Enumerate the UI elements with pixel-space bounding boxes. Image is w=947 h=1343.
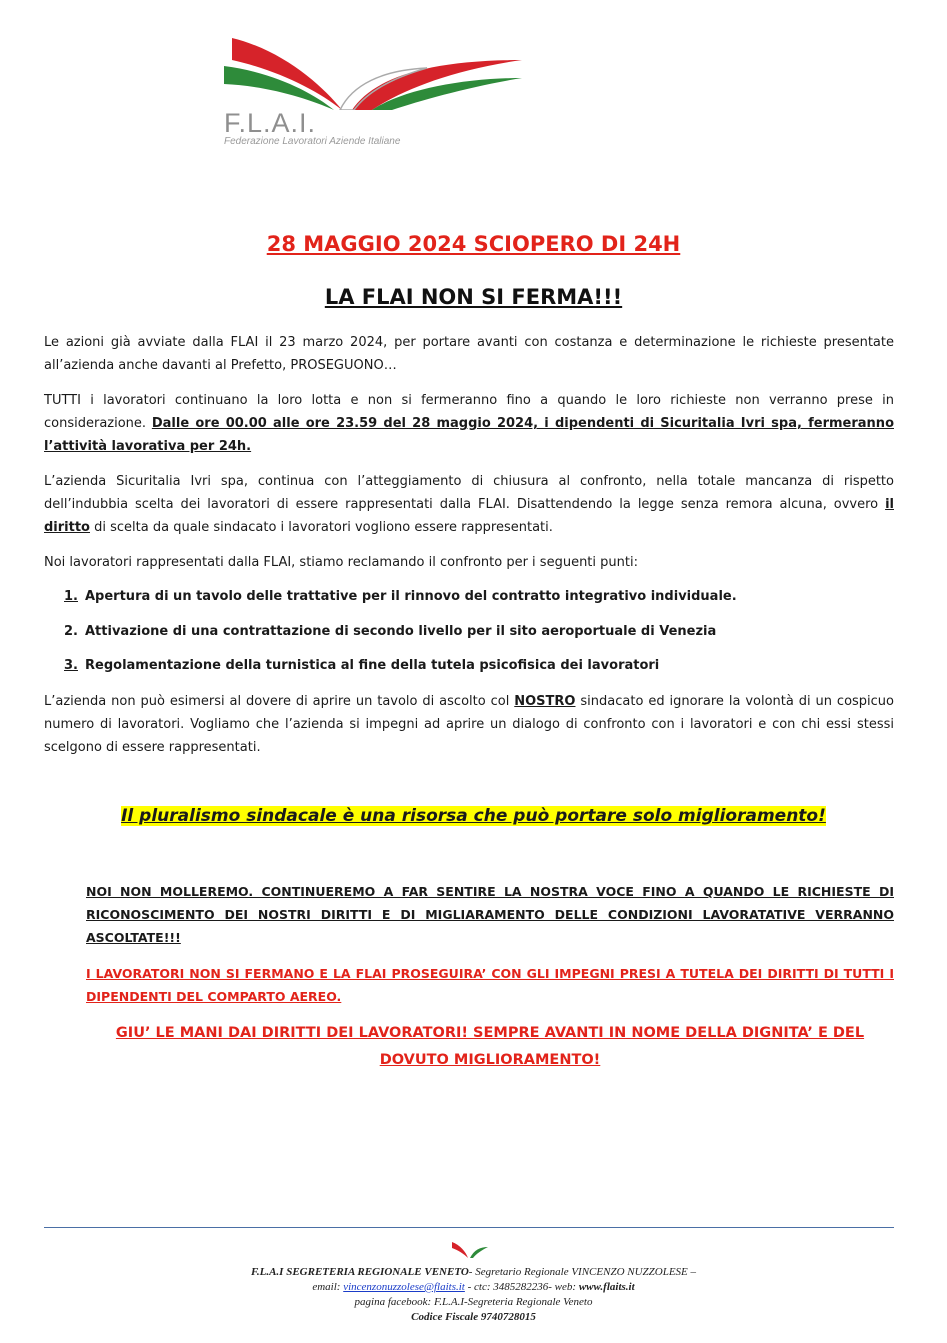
doc-subtitle: LA FLAI NON SI FERMA!!!: [324, 285, 623, 309]
footer-divider: [44, 1227, 894, 1228]
list-item: [64, 624, 716, 639]
paragraph-2: [44, 389, 894, 458]
paragraph-3-tail: di scelta da quale sindacato i lavoratori vogliono essere rappresentati.: [94, 520, 553, 535]
list-number: 2.: [64, 624, 78, 639]
list-number: 1.: [64, 589, 78, 604]
footer-facebook: pagina facebook: F.L.A.I-Segreteria Regionale Veneto: [354, 1296, 593, 1308]
paragraph-5-post: sindacato ed ignorare la volontà di un cospicuo numero di lavoratori. Vogliamo che l’azienda si impegni ad aprire un dialogo di confronto con i lavoratori e con chi essi stessi scelgono di essere rappresentati.: [44, 694, 895, 755]
final-statement: GIU’ LE MANI DAI DIRITTI DEI LAVORATORI! SEMPRE AVANTI IN NOME DELLA DIGNITA’ E DEL DOVUTO MIGLIORAMENTO!: [115, 1025, 865, 1068]
paragraph-3: [44, 470, 894, 539]
list-text: Attivazione di una contrattazione di secondo livello per il sito aeroportuale di Venezia: [85, 624, 717, 639]
paragraph-1: Le azioni già avviate dalla FLAI il 23 marzo 2024, per portare avanti con costanza e determinazione le richieste presentate all’azienda anche davanti al Prefetto, PROSEGUONO…: [44, 335, 894, 373]
footer: [0, 1265, 947, 1325]
paragraph-3-bold: il diritto: [44, 497, 894, 535]
paragraph-3-text: L’azienda Sicuritalia Ivri spa, continua con l’atteggiamento di chiusura al confronto, nella totale mancanza di rispetto dell’indubbia scelta dei lavoratori di essere rappresentati dalla FLAI. Disattendendo la legge senza remora alcuna, ovvero: [44, 474, 894, 512]
slogan: [0, 806, 947, 826]
doc-title: 28 MAGGIO 2024 SCIOPERO DI 24H: [266, 232, 681, 256]
flai-logo: [222, 30, 542, 150]
caps-statement-1: NOI NON MOLLEREMO. CONTINUEREMO A FAR SENTIRE LA NOSTRA VOCE FINO A QUANDO LE RICHIESTE DI RICONOSCIMENTO DEI NOSTRI DIRITTI E DI MIGLIARAMENTO DELLE CONDIZIONI LAVORATATIVE VERRANNO ASCOLTATE!!!: [86, 884, 894, 945]
list-text: Apertura di un tavolo delle trattative per il rinnovo del contratto integrativo individuale.: [85, 589, 737, 604]
list-text: Regolamentazione della turnistica al fine della tutela psicofisica dei lavoratori: [85, 658, 660, 673]
paragraph-4: Noi lavoratori rappresentati dalla FLAI, stiamo reclamando il confronto per i seguenti punti:: [44, 555, 638, 570]
paragraph-2-text: TUTTI i lavoratori continuano la loro lotta e non si fermeranno fino a quando le loro richieste non verranno prese in considerazione.: [44, 393, 894, 431]
footer-web[interactable]: www.flaits.it: [578, 1281, 635, 1293]
flai-mini-logo-icon: [450, 1240, 490, 1260]
footer-tax-code: Codice Fiscale 9740728015: [411, 1311, 536, 1323]
footer-ctc: - ctc: 3485282236- web:: [464, 1281, 577, 1293]
list-item: [64, 589, 737, 604]
footer-line-1: [0, 1265, 947, 1280]
footer-secretary: - Segretario Regionale VINCENZO NUZZOLESE –: [468, 1266, 697, 1278]
footer-email-label: email:: [312, 1281, 341, 1293]
footer-line-2: [0, 1280, 947, 1295]
footer-email-link[interactable]: vincenzonuzzolese@flaits.it: [343, 1281, 465, 1293]
paragraph-5-bold: NOSTRO: [514, 694, 576, 709]
logo-subtitle: Federazione Lavoratori Aziende Italiane: [224, 136, 401, 147]
slogan-text: Il pluralismo sindacale è una risorsa che può portare solo miglioramento!: [121, 806, 826, 826]
paragraph-2-bold: Dalle ore 00.00 alle ore 23.59 del 28 maggio 2024, i dipendenti di Sicuritalia Ivri spa, fermeranno l’attività lavorativa per 24h.: [44, 416, 894, 454]
list-number: 3.: [64, 658, 78, 673]
paragraph-5: [44, 690, 894, 759]
flai-wings-icon: [222, 30, 542, 110]
caps-statement-2: I LAVORATORI NON SI FERMANO E LA FLAI PROSEGUIRA’ CON GLI IMPEGNI PRESI A TUTELA DEI DIRITTI DI TUTTI I DIPENDENTI DEL COMPARTO AEREO.: [86, 966, 894, 1004]
list-item: [64, 658, 659, 673]
footer-org: F.L.A.I SEGRETERIA REGIONALE VENETO: [250, 1266, 469, 1278]
paragraph-5-pre: L’azienda non può esimersi al dovere di aprire un tavolo di ascolto col: [44, 694, 510, 709]
logo-text: F.L.A.I.: [224, 108, 317, 138]
